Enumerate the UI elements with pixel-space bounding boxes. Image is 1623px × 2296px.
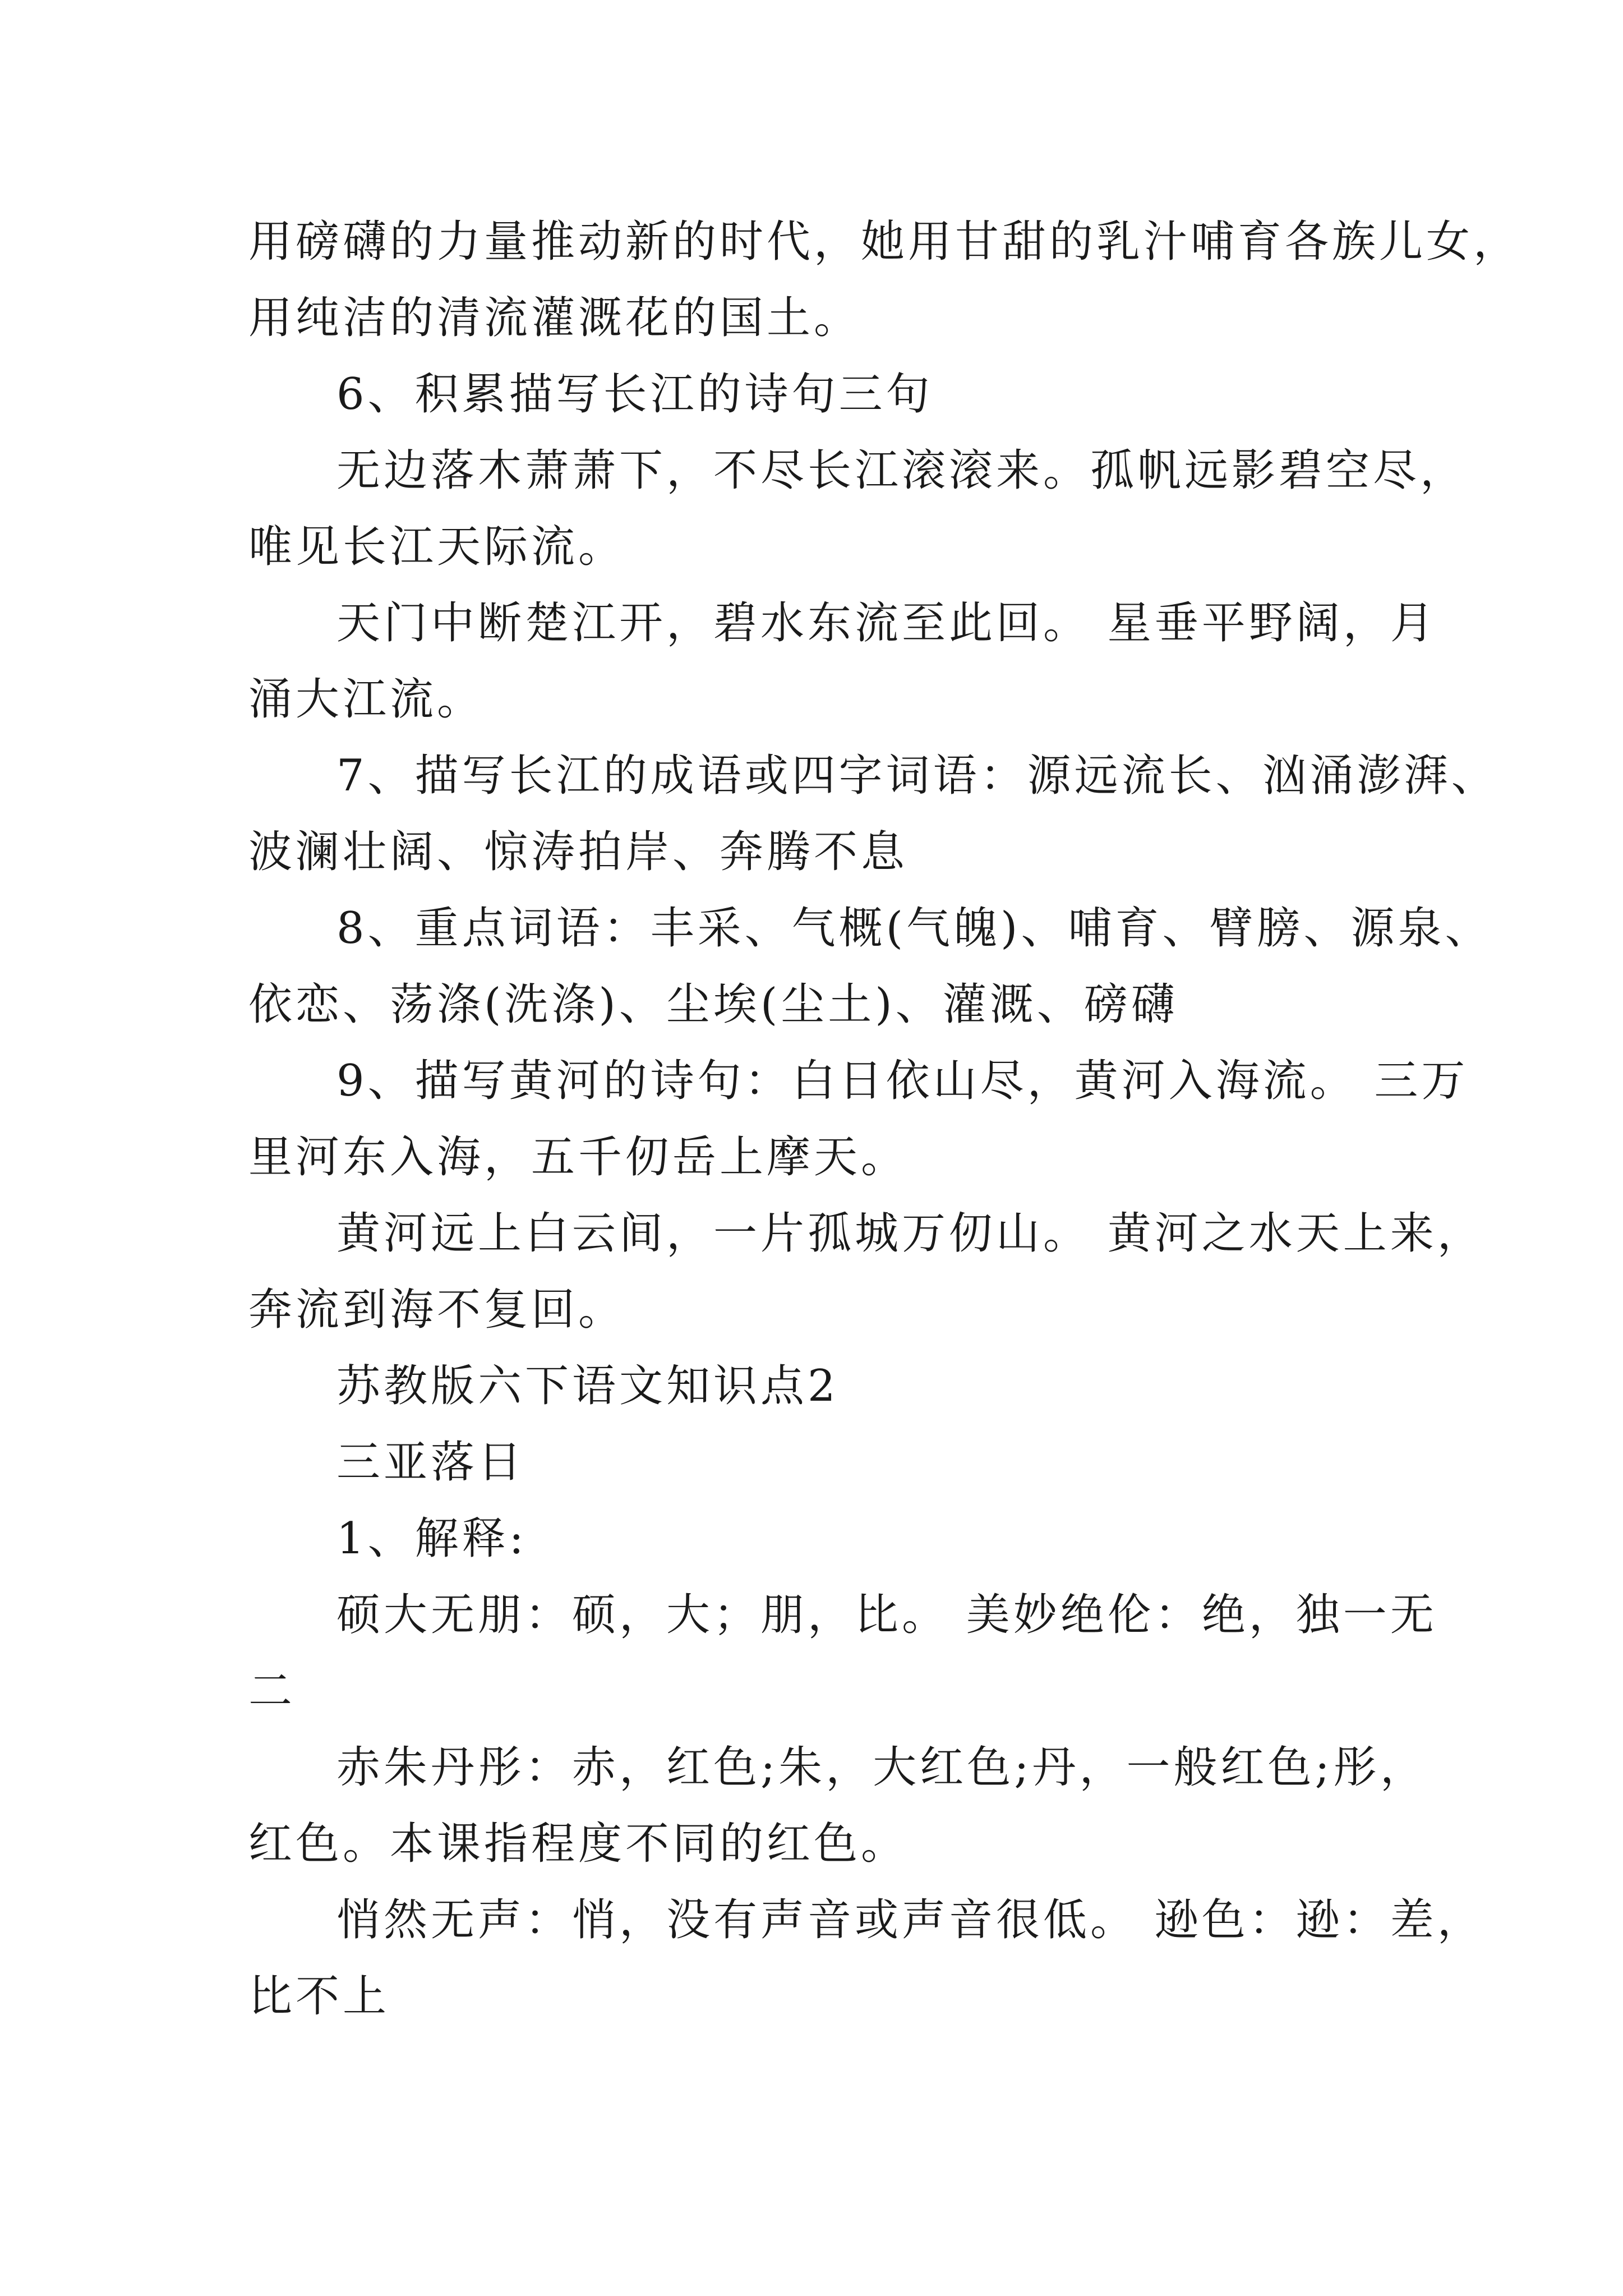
section-heading: 苏教版六下语文知识点2 [336,1361,839,1411]
text-line: 9、描写黄河的诗句：白日依山尽，黄河入海流。 三万 [336,1056,1469,1106]
lesson-title: 三亚落日 [336,1437,525,1488]
text-line: 8、重点词语：丰采、气概(气魄)、哺育、臂膀、源泉、 [336,903,1492,954]
text-line: 1、解释: [336,1513,527,1564]
text-line: 赤朱丹彤：赤，红色;朱，大红色;丹，一般红色;彤， [336,1742,1427,1793]
text-line: 涌大江流。 [248,674,485,725]
text-line: 唯见长江天际流。 [248,522,626,572]
text-line: 用磅礴的力量推动新的时代，她用甘甜的乳汁哺育各族儿女， [248,217,1521,267]
text-line: 天门中断楚江开，碧水东流至此回。 星垂平野阔，月 [336,598,1437,648]
text-line: 红色。本课指程度不同的红色。 [248,1819,909,1869]
text-line: 硕大无朋：硕，大；朋，比。 美妙绝伦：绝，独一无 [336,1590,1437,1640]
text-line: 依恋、荡涤(洗涤)、尘埃(尘土)、灌溉、磅礴 [248,979,1178,1030]
text-line: 7、描写长江的成语或四字词语：源远流长、汹涌澎湃、 [336,751,1498,801]
text-line: 二 [248,1666,296,1717]
text-line: 黄河远上白云间，一片孤城万仞山。 黄河之水天上来， [336,1208,1484,1259]
text-line: 比不上 [248,1971,390,2022]
text-line: 用纯洁的清流灌溉花的国土。 [248,293,861,343]
text-line: 无边落木萧萧下，不尽长江滚滚来。孤帆远影碧空尽， [336,445,1468,496]
text-line: 里河东入海，五千仞岳上摩天。 [248,1132,909,1182]
text-line: 波澜壮阔、惊涛拍岸、奔腾不息 [248,827,909,877]
text-line: 6、积累描写长江的诗句三句 [336,369,933,420]
text-line: 奔流到海不复回。 [248,1285,626,1335]
text-line: 悄然无声：悄，没有声音或声音很低。 逊色：逊：差， [336,1895,1484,1945]
